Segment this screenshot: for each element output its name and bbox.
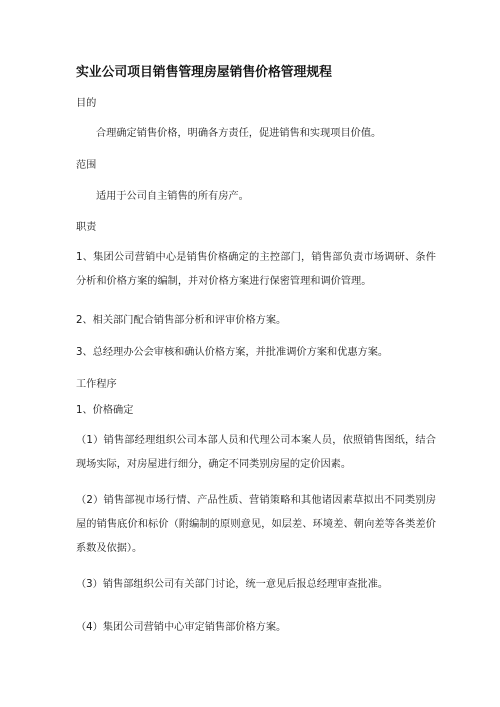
procedure-item-1: （1）销售部经理组织公司本部人员和代理公司本案人员，依照销售图纸，结合现场实际，对房屋进行细分，确定不同类别房屋的定价因素。 bbox=[76, 435, 436, 470]
duties-heading: 职责 bbox=[76, 222, 97, 233]
procedure-item-4: （4）集团公司营销中心审定销售部价格方案。 bbox=[76, 622, 287, 633]
procedure-item-2: （2）销售部视市场行情、产品性质、营销策略和其他诸因素草拟出不同类别房屋的销售底价和标价（附编制的原则意见，如层差、环境差、朝向差等各类差价系数及依据）。 bbox=[76, 495, 436, 554]
duties-item-1: 1、集团公司营销中心是销售价格确定的主控部门，销售部负责市场调研、条件分析和价格方案的编制，并对价格方案进行保密管理和调价管理。 bbox=[76, 252, 436, 287]
duties-item-2: 2、相关部门配合销售部分析和评审价格方案。 bbox=[76, 315, 287, 326]
procedure-subheading: 1、价格确定 bbox=[76, 405, 134, 416]
purpose-heading: 目的 bbox=[76, 98, 97, 109]
duties-item-3: 3、总经理办公会审核和确认价格方案，并批准调价方案和优惠方案。 bbox=[76, 347, 389, 358]
procedure-heading: 工作程序 bbox=[76, 379, 117, 390]
scope-text: 适用于公司自主销售的所有房产。 bbox=[96, 191, 249, 202]
scope-heading: 范围 bbox=[76, 160, 97, 171]
procedure-item-3: （3）销售部组织公司有关部门讨论，统一意见后报总经理审查批准。 bbox=[76, 579, 389, 590]
document-title: 实业公司项目销售管理房屋销售价格管理规程 bbox=[76, 65, 332, 80]
purpose-text: 合理确定销售价格，明确各方责任，促进销售和实现项目价值。 bbox=[96, 128, 382, 139]
